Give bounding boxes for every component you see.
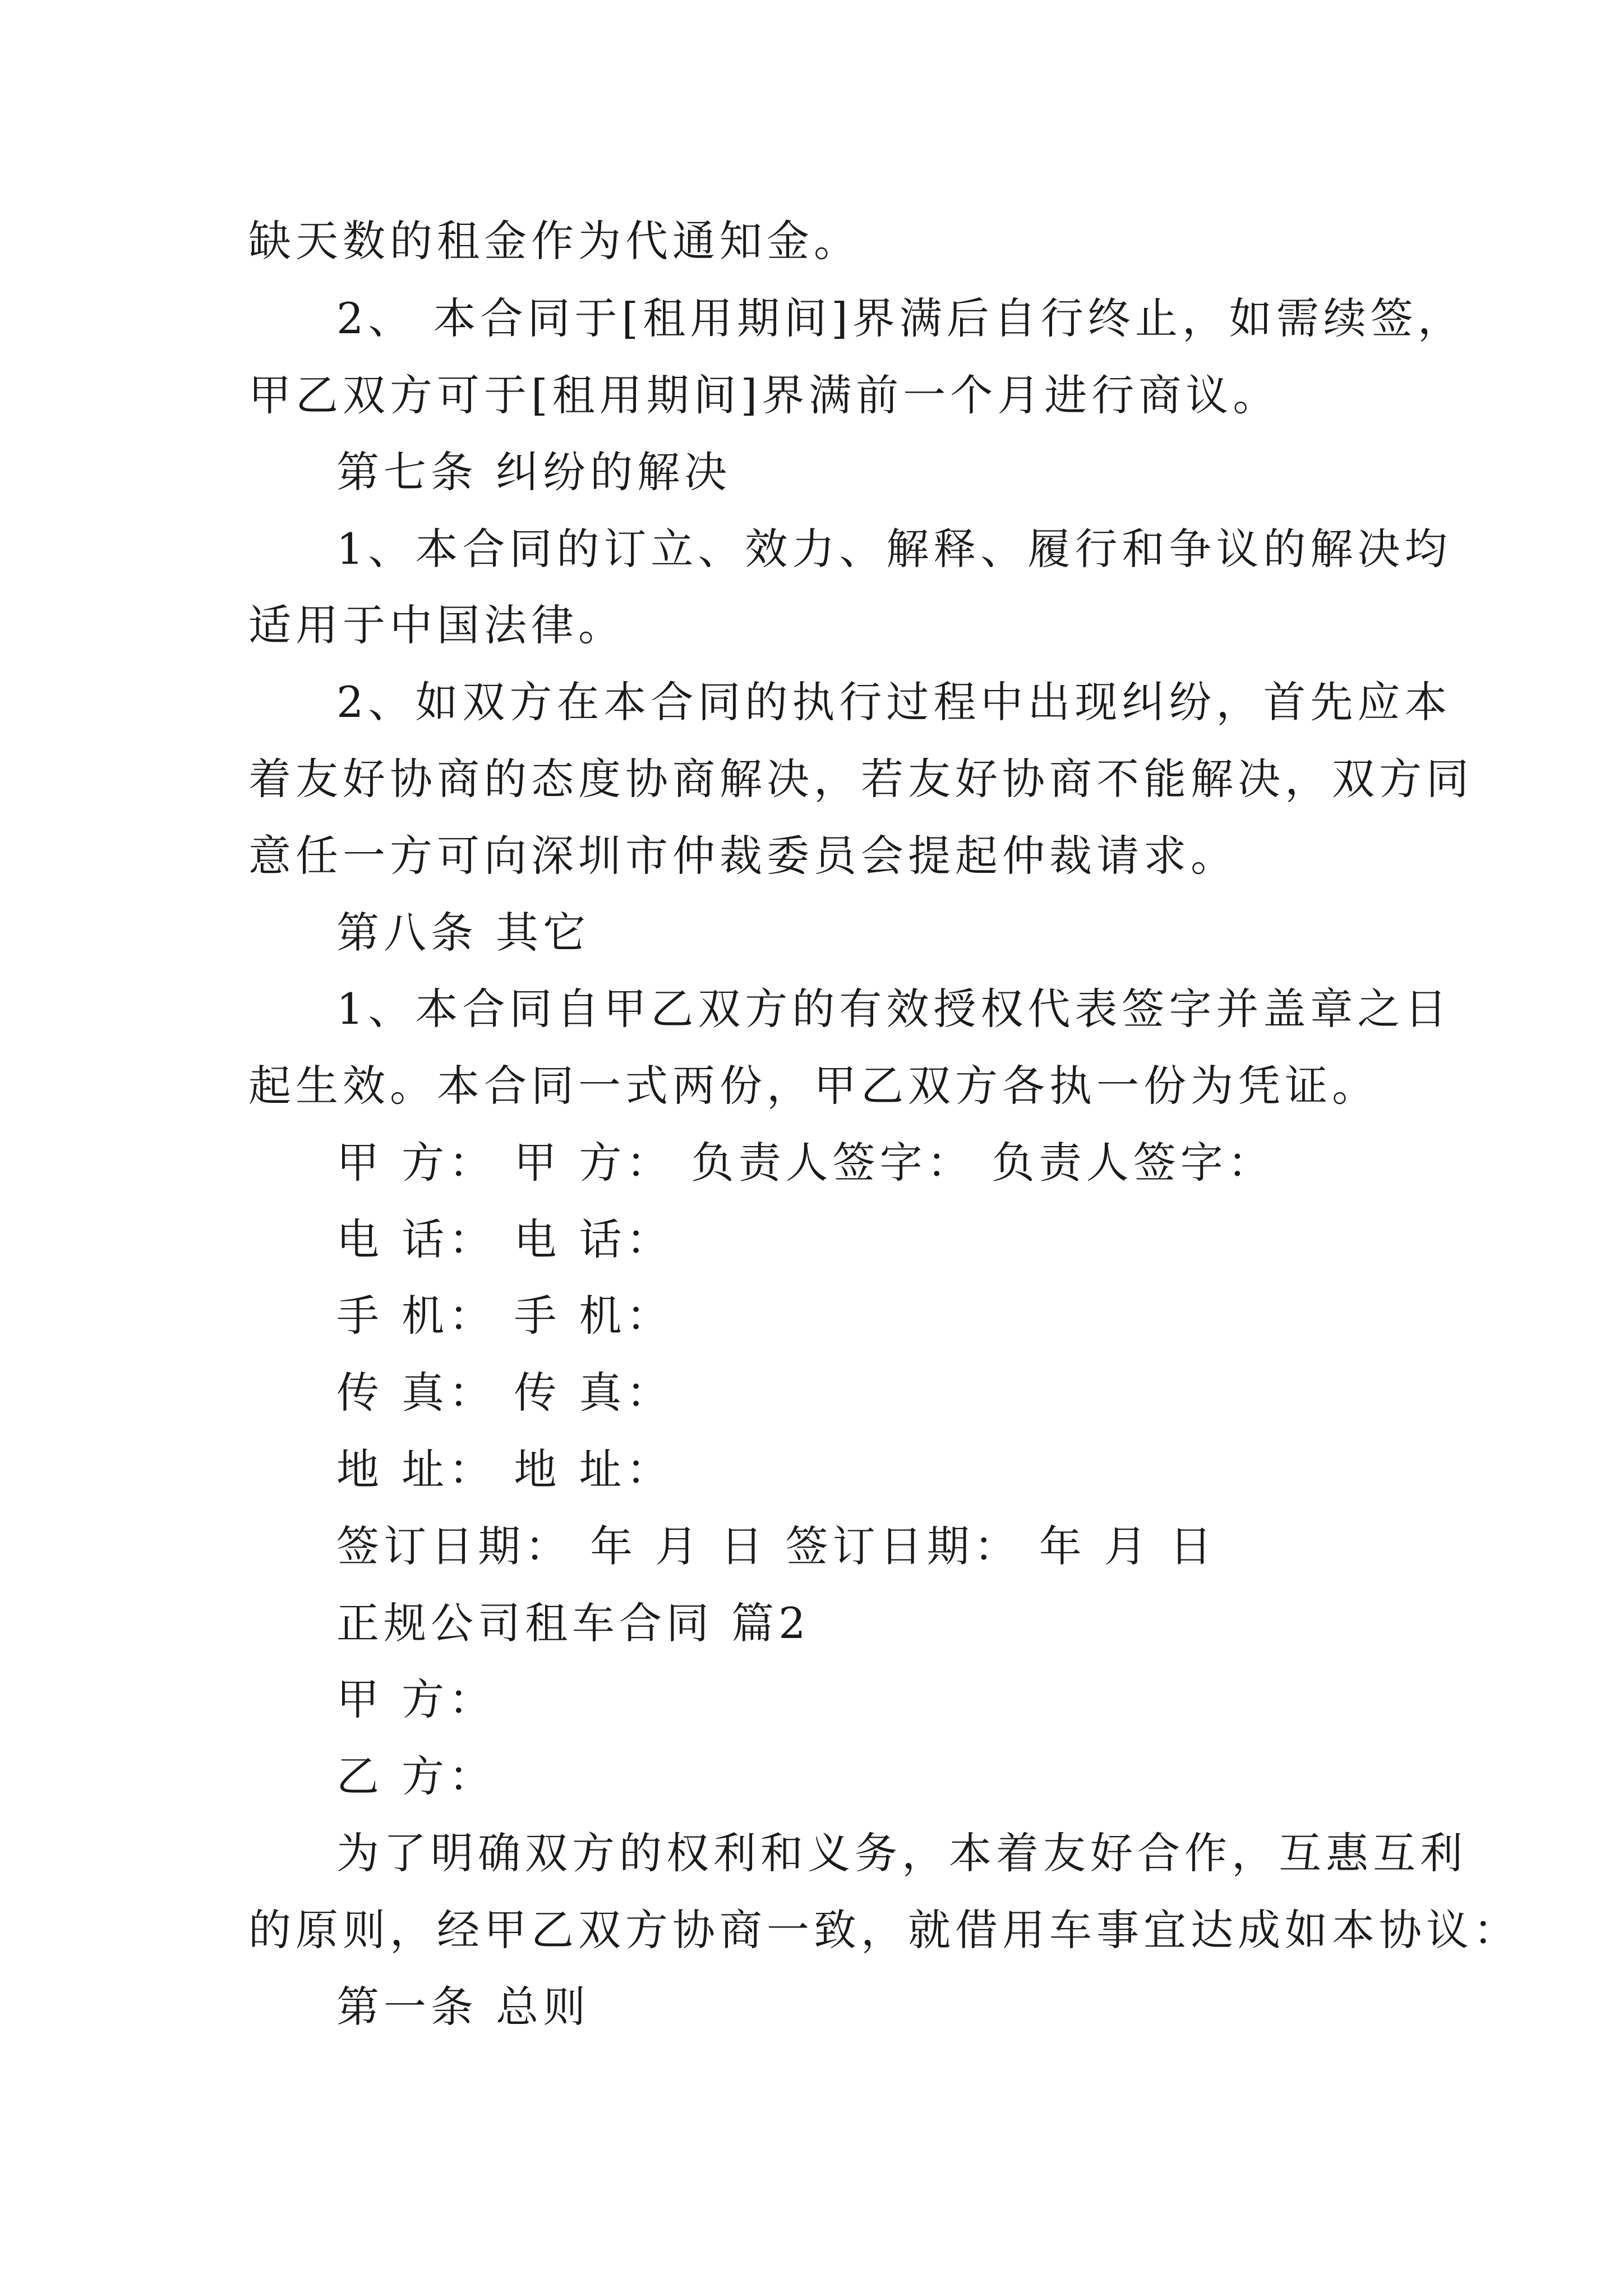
text-line: 适用于中国法律。	[248, 600, 625, 650]
signature-line: 传 真： 传 真：	[336, 1368, 674, 1418]
signature-line: 电 话： 电 话：	[336, 1214, 674, 1264]
text-line: 1、本合同自甲乙双方的有效授权代表签字并盖章之日	[336, 984, 1452, 1034]
party-line: 甲 方：	[336, 1674, 496, 1724]
party-line: 乙 方：	[336, 1751, 496, 1801]
signature-line: 地 址： 地 址：	[336, 1444, 674, 1494]
section-heading: 第七条 纠纷的解决	[336, 447, 732, 497]
text-line: 起生效。本合同一式两份，甲乙双方各执一份为凭证。	[248, 1061, 1379, 1111]
document-title: 正规公司租车合同 篇2	[336, 1598, 810, 1648]
section-heading: 第一条 总则	[336, 1982, 591, 2032]
section-heading: 第八条 其它	[336, 908, 591, 958]
text-line: 甲乙双方可于[租用期间]界满前一个月进行商议。	[248, 370, 1280, 420]
text-line: 意任一方可向深圳市仲裁委员会提起仲裁请求。	[248, 831, 1238, 881]
text-line: 2、 本合同于[租用期间]界满后自行终止，如需续签，	[336, 293, 1465, 343]
text-line: 2、如双方在本合同的执行过程中出现纠纷，首先应本	[336, 677, 1452, 727]
text-line: 的原则，经甲乙双方协商一致，就借用车事宜达成如本协议：	[248, 1905, 1520, 1955]
signature-line: 手 机： 手 机：	[336, 1291, 674, 1341]
text-line: 缺天数的租金作为代通知金。	[248, 216, 861, 266]
text-line: 1、本合同的订立、效力、解释、履行和争议的解决均	[336, 524, 1452, 574]
date-line: 签订日期： 年 月 日 签订日期： 年 月 日	[336, 1521, 1217, 1571]
text-line: 着友好协商的态度协商解决，若友好协商不能解决，双方同	[248, 754, 1473, 804]
signature-line: 甲 方： 甲 方： 负责人签字： 负责人签字：	[336, 1138, 1275, 1188]
text-line: 为了明确双方的权利和义务，本着友好合作，互惠互利	[336, 1828, 1467, 1878]
